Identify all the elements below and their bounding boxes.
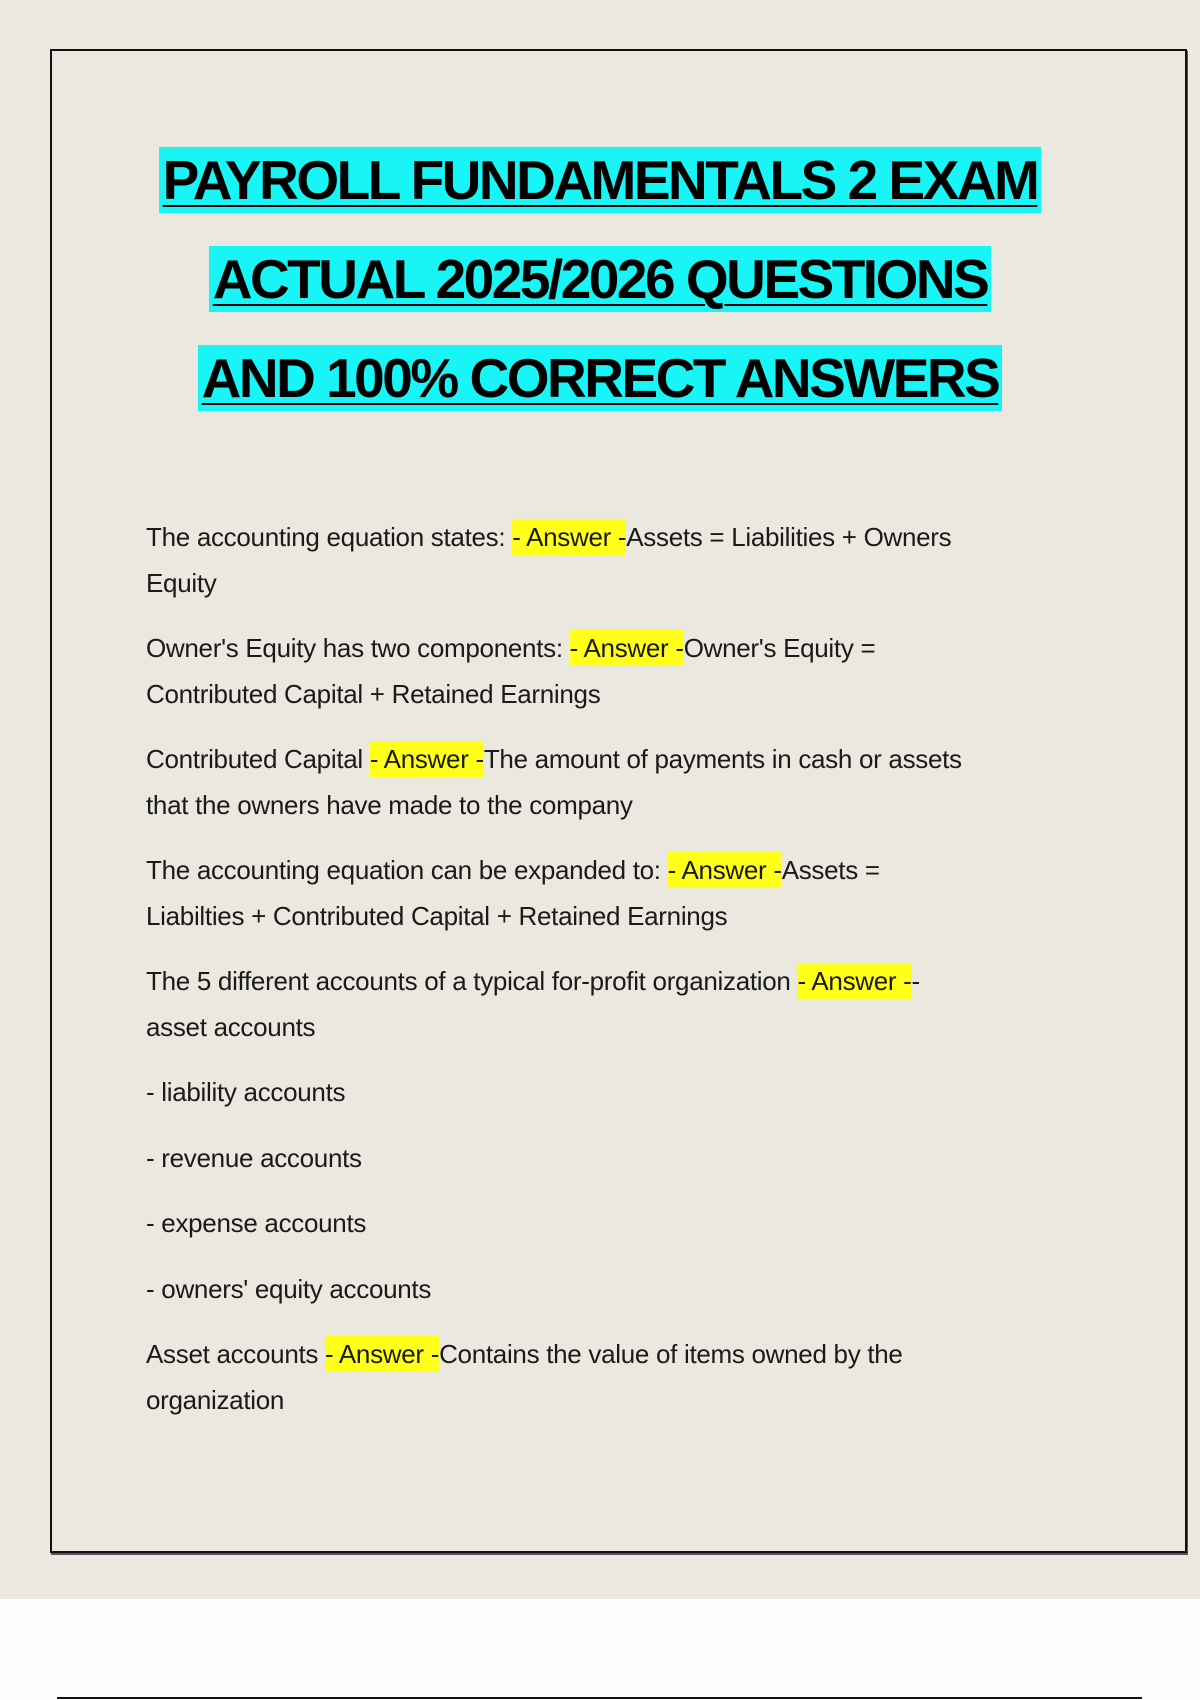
question: Owner's Equity has two components: <box>146 633 570 663</box>
question: The 5 different accounts of a typical for-profit organization <box>146 966 798 996</box>
answer-label: - Answer - <box>668 852 782 888</box>
qa-item <box>146 959 1146 1050</box>
title-text: PAYROLL FUNDAMENTALS 2 EXAM <box>159 147 1042 213</box>
next-page-border <box>57 1697 1142 1699</box>
document-title-line-2 <box>0 247 1200 311</box>
answer: - <box>911 966 920 996</box>
answer-continued: Liabilties + Contributed Capital + Retained Earnings <box>146 900 728 931</box>
answer: Assets = Liabilities + Owners <box>626 522 952 552</box>
answer-continued: organization <box>146 1384 285 1415</box>
document-title-line-3 <box>0 346 1200 410</box>
answer-label: - Answer - <box>570 630 684 666</box>
list-item: - owners' equity accounts <box>146 1273 432 1304</box>
answer: Contains the value of items owned by the <box>439 1339 903 1369</box>
qa-content <box>146 515 1146 1443</box>
list-item: - expense accounts <box>146 1208 367 1238</box>
qa-item <box>146 737 1146 828</box>
question: The accounting equation can be expanded to: <box>146 855 668 885</box>
qa-item <box>146 515 1146 606</box>
qa-item <box>146 1332 1146 1423</box>
answer-label: - Answer - <box>798 963 912 999</box>
question: Contributed Capital <box>146 744 370 774</box>
qa-item <box>146 626 1146 717</box>
list-item: - liability accounts <box>146 1077 346 1107</box>
title-text: AND 100% CORRECT ANSWERS <box>198 345 1003 411</box>
qa-item <box>146 848 1146 939</box>
answer-continued: Contributed Capital + Retained Earnings <box>146 678 601 709</box>
answer-continued: Equity <box>146 567 217 598</box>
answer-label: - Answer - <box>370 741 484 777</box>
question: The accounting equation states: <box>146 522 513 552</box>
answer: Assets = <box>781 855 880 885</box>
document-title-line-1 <box>0 148 1200 212</box>
title-text: ACTUAL 2025/2026 QUESTIONS <box>209 246 992 312</box>
answer-label: - Answer - <box>512 519 626 555</box>
answer: Owner's Equity = <box>683 633 876 663</box>
answer-label: - Answer - <box>325 1336 439 1372</box>
answer: The amount of payments in cash or assets <box>483 744 962 774</box>
question: Asset accounts <box>146 1339 326 1369</box>
answer-continued: that the owners have made to the company <box>146 789 633 820</box>
list-item: - revenue accounts <box>146 1142 362 1173</box>
answer-continued: asset accounts <box>146 1011 316 1042</box>
